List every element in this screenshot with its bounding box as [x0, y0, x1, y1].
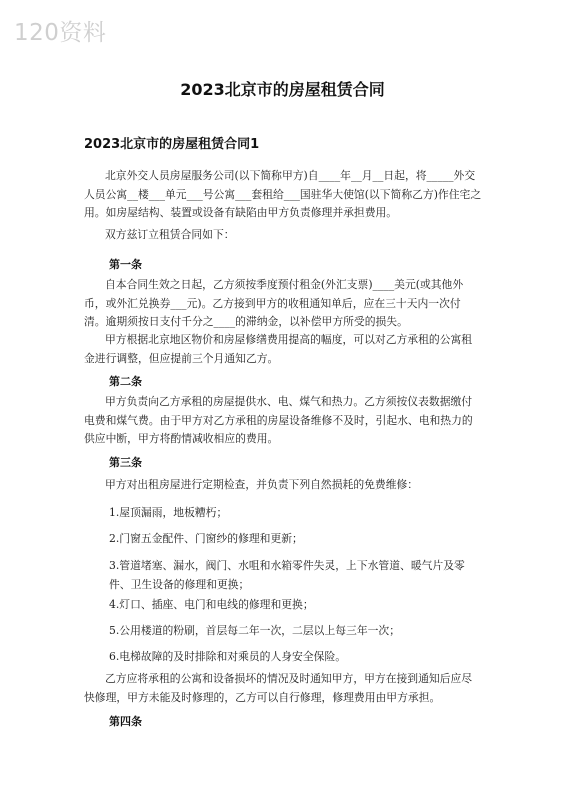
list-item: 6.电梯故障的及时排除和对乘员的人身安全保险。 — [109, 650, 347, 663]
list-item: 2.门窗五金配件、门窗纱的修理和更新； — [109, 532, 303, 545]
article-2-heading: 第二条 — [109, 375, 142, 388]
article-3-paragraph-2: 乙方应将承租的公寓和设备损坏的情况及时通知甲方，甲方在接到通知后应尽快修理，甲方未能及时修理的，乙方可以自行修理，修理费用由甲方承担。 — [84, 672, 473, 704]
list-item: 4.灯口、插座、电门和电线的修理和更换； — [109, 598, 314, 611]
article-1-heading: 第一条 — [109, 258, 142, 271]
section-heading: 2023北京市的房屋租赁合同1 — [84, 137, 260, 152]
article-3-heading: 第三条 — [109, 456, 142, 469]
list-item: 5.公用楼道的粉刷，首层每二年一次，二层以上每三年一次； — [109, 624, 401, 637]
article-4-heading: 第四条 — [109, 715, 142, 728]
agreement-line: 双方兹订立租赁合同如下： — [105, 228, 235, 241]
article-3-paragraph-1: 甲方对出租房屋进行定期检查，并负责下列自然损耗的免费维修： — [105, 478, 419, 491]
intro-paragraph: 北京外交人员房屋服务公司(以下简称甲方)自____年__月__日起，将_____外交人员公寓__楼___单元___号公寓___套租给___国驻华大使馆(以下简称乙方)作住宅之用。如房屋结构、装置或设备有缺陷由甲方负责修理并承担费用。 — [84, 169, 482, 219]
list-item: 1.屋顶漏雨，地板糟朽； — [109, 506, 228, 519]
list-item: 3.管道堵塞、漏水，阀门、水咀和水箱零件失灵，上下水管道、暖气片及零件、卫生设备的修理和更换； — [109, 559, 465, 591]
watermark-logo: 120资料 — [14, 20, 107, 46]
document-title: 2023北京市的房屋租赁合同 — [180, 80, 385, 99]
article-1-paragraph-1: 自本合同生效之日起，乙方须按季度预付租金(外汇支票)____美元(或其他外币，或外汇兑换券___元)。乙方接到甲方的收租通知单后，应在三十天内一次付清。逾期须按日支付千分之____的滞纳金，以补偿甲方所受的损失。 — [84, 278, 464, 328]
article-1-paragraph-2: 甲方根据北京地区物价和房屋修缮费用提高的幅度，可以对乙方承租的公寓租金进行调整，但应提前三个月通知乙方。 — [84, 333, 473, 365]
article-2-paragraph-1: 甲方负责向乙方承租的房屋提供水、电、煤气和热力。乙方须按仪表数据缴付电费和煤气费。由于甲方对乙方承租的房屋设备维修不及时，引起水、电和热力的供应中断，甲方将酌情减收相应的费用。 — [84, 395, 473, 445]
